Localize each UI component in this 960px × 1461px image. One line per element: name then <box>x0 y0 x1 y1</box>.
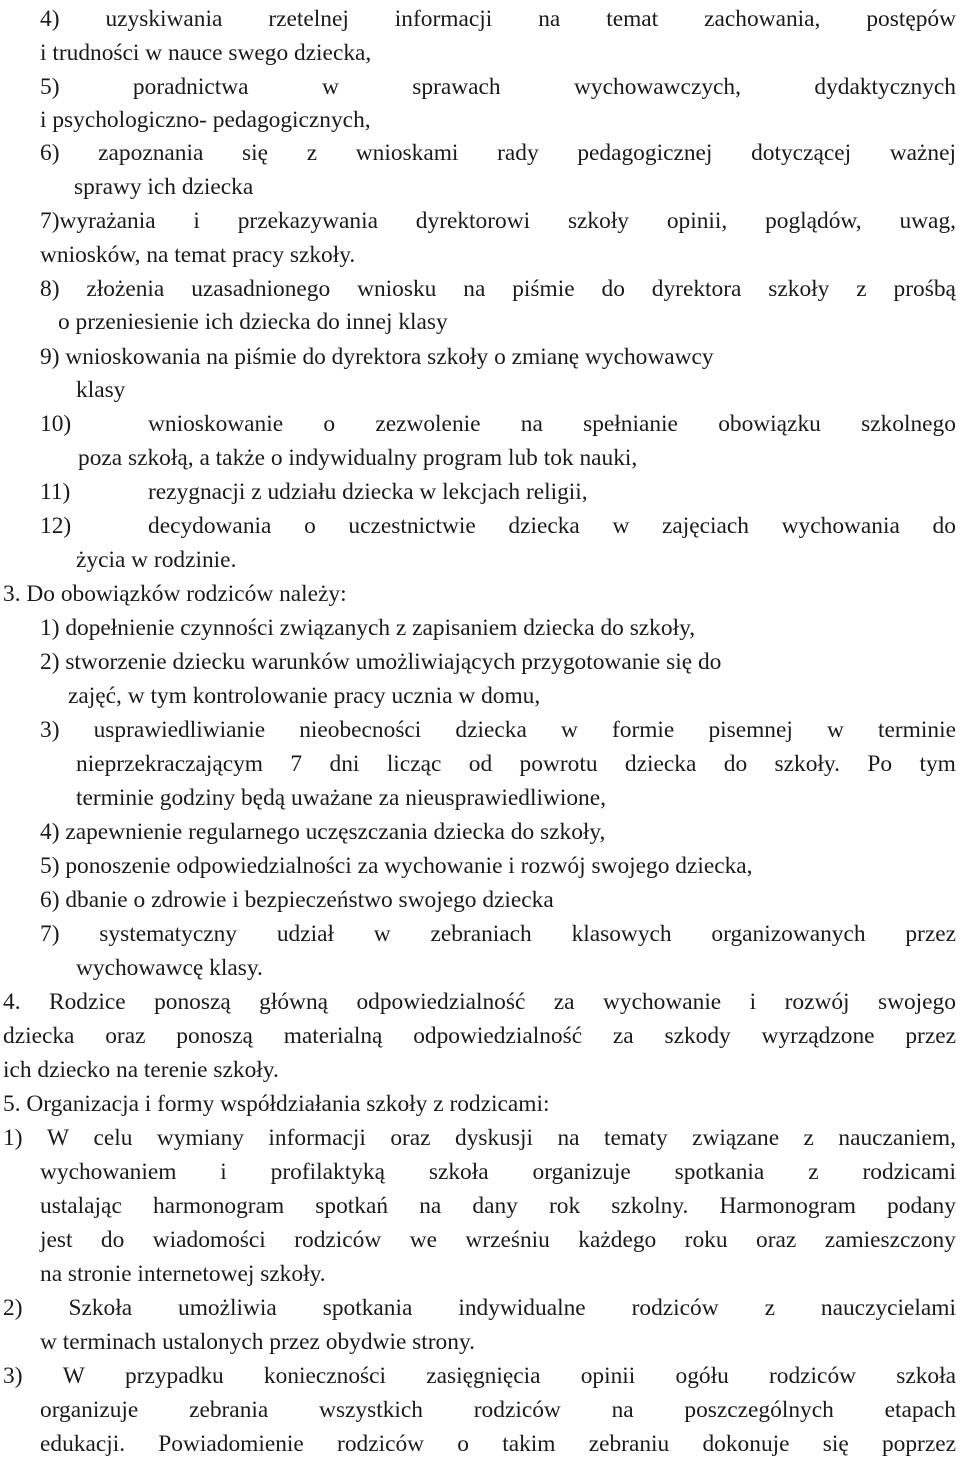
word: na <box>557 1125 580 1151</box>
word: wychowanie <box>602 989 722 1015</box>
word: zebraniach <box>430 921 532 947</box>
section-3-item-1: 1) dopełnienie czynności związanych z zapisaniem dziecka do szkoły, <box>40 615 696 641</box>
word: Harmonogram <box>719 1193 856 1219</box>
section-3-item-7 <box>40 917 956 951</box>
word: odpowiedzialność <box>356 989 526 1015</box>
list-item-10-number: 10) <box>40 411 72 437</box>
word: 3) <box>40 717 60 743</box>
word: decydowania <box>148 513 272 539</box>
word: dziecka <box>3 1023 75 1049</box>
word: szkoły <box>768 276 830 302</box>
section-5-item-1-cont-3 <box>40 1223 956 1257</box>
word: wszystkich <box>319 1397 423 1423</box>
word: zasięgnięcia <box>426 1363 541 1389</box>
word: ważnej <box>889 140 956 166</box>
word: szkoły. <box>774 751 840 777</box>
list-item-9-cont: klasy <box>76 377 126 403</box>
section-3-item-2-cont: zajęć, w tym kontrolowanie pracy ucznia w domu, <box>68 683 541 709</box>
section-3-item-3 <box>40 713 956 747</box>
list-item-11 <box>40 475 956 509</box>
section-5-item-1 <box>3 1121 956 1155</box>
section-3-item-5: 5) ponoszenie odpowiedzialności za wychowanie i rozwój swojego dziecka, <box>40 853 753 879</box>
word: związane <box>692 1125 780 1151</box>
word: Szkoła <box>68 1295 133 1321</box>
word: postępów <box>866 6 956 32</box>
word: opinii, <box>666 208 728 234</box>
word: dyrektora <box>651 276 742 302</box>
list-item-4-cont: i trudności w nauce swego dziecka, <box>40 40 372 66</box>
word: 3) <box>3 1363 23 1389</box>
word: informacji <box>268 1125 366 1151</box>
list-item-12-cont: życia w rodzinie. <box>76 547 237 573</box>
word: tematy <box>603 1125 668 1151</box>
word: rodziców <box>294 1227 382 1253</box>
word: na <box>538 6 561 32</box>
section-3-item-2: 2) stworzenie dziecku warunków umożliwiających przygotowanie się do <box>40 649 722 675</box>
word: 4. <box>3 989 21 1015</box>
word: szkoła <box>896 1363 956 1389</box>
word: nauczaniem, <box>838 1125 956 1151</box>
word: się <box>822 1431 849 1457</box>
word: dni <box>329 751 360 777</box>
word: wychowania <box>781 513 900 539</box>
word: wymiany <box>156 1125 244 1151</box>
word: dyskusji <box>455 1125 533 1151</box>
word: rozwój <box>784 989 850 1015</box>
list-item-9: 9) wnioskowania na piśmie do dyrektora szkoły o zmianę wychowawcy <box>40 344 714 370</box>
word: i <box>749 989 757 1015</box>
word: W <box>46 1125 70 1151</box>
word: w <box>321 74 339 100</box>
word: 4) <box>40 6 60 32</box>
word: szkolnego <box>861 411 956 437</box>
word: wrześniu <box>465 1227 550 1253</box>
section-5-item-2-cont: w terminach ustalonych przez obydwie strony. <box>40 1329 475 1355</box>
word: nieobecności <box>299 717 422 743</box>
section-5-item-3-cont-1 <box>40 1393 956 1427</box>
word: ustalając <box>40 1193 122 1219</box>
word: podany <box>887 1193 956 1219</box>
word: zebrania <box>189 1397 269 1423</box>
section-5-item-2 <box>3 1291 956 1325</box>
list-item-12 <box>40 509 956 543</box>
word: terminie <box>878 717 956 743</box>
word: takim <box>502 1431 556 1457</box>
word: ogółu <box>675 1363 729 1389</box>
word: spotkań <box>315 1193 389 1219</box>
word: obowiązku <box>718 411 821 437</box>
word: 7) <box>40 921 60 947</box>
word: przypadku <box>124 1363 224 1389</box>
word: przez <box>905 921 956 947</box>
word: za <box>553 989 575 1015</box>
word: dany <box>472 1193 518 1219</box>
word: poglądów, <box>765 208 862 234</box>
word: edukacji. <box>40 1431 126 1457</box>
word: rady <box>497 140 539 166</box>
word: uczestnictwie <box>348 513 476 539</box>
word: opinii <box>580 1363 636 1389</box>
word: zamieszczony <box>824 1227 956 1253</box>
word: wiadomości <box>152 1227 266 1253</box>
word: wnioskami <box>355 140 459 166</box>
word: w <box>560 717 578 743</box>
list-item-4 <box>40 2 956 36</box>
word: 2) <box>3 1295 23 1321</box>
word: zachowania, <box>704 6 821 32</box>
word: w <box>612 513 630 539</box>
word: nieprzekraczającym <box>76 751 263 777</box>
section-4-line-1 <box>3 985 956 1019</box>
word: dyrektorowi <box>415 208 531 234</box>
word: rodziców <box>337 1431 425 1457</box>
word: 6) <box>40 140 60 166</box>
word: we <box>409 1227 437 1253</box>
word: konieczności <box>263 1363 387 1389</box>
word: spełnianie <box>583 411 678 437</box>
word: rodziców <box>769 1363 857 1389</box>
word: i <box>220 1159 227 1185</box>
word: uzasadnionego <box>191 276 331 302</box>
word: 1) <box>3 1125 23 1151</box>
word: dziecka <box>455 717 527 743</box>
word: w <box>827 717 844 743</box>
word: z <box>808 1159 819 1185</box>
word: oraz <box>105 1023 146 1049</box>
word: swojego <box>877 989 956 1015</box>
word: nauczycielami <box>820 1295 956 1321</box>
word: do <box>100 1227 125 1253</box>
section-4-line-3: ich dziecko na terenie szkoły. <box>3 1057 279 1083</box>
word: 5) <box>40 74 60 100</box>
section-3-heading: 3. Do obowiązków rodziców należy: <box>3 581 347 607</box>
list-item-6-cont: sprawy ich dziecka <box>74 174 254 200</box>
word: informacji <box>394 6 493 32</box>
word: przez <box>905 1023 956 1049</box>
word: główną <box>259 989 329 1015</box>
word: ponoszą <box>154 989 231 1015</box>
word: prośbą <box>893 276 956 302</box>
word: zajęciach <box>662 513 749 539</box>
list-item-10 <box>40 407 956 441</box>
word: dziecka <box>508 513 580 539</box>
word: systematyczny <box>99 921 238 947</box>
word: Rodzice <box>48 989 126 1015</box>
word: do <box>723 751 748 777</box>
word: licząc <box>386 751 442 777</box>
word: się <box>242 140 269 166</box>
word: od <box>468 751 493 777</box>
word: rodzicami <box>862 1159 956 1185</box>
section-3-item-4: 4) zapewnienie regularnego uczęszczania dziecka do szkoły, <box>40 819 606 845</box>
word: na <box>520 411 543 437</box>
word: rodziców <box>631 1295 719 1321</box>
word: wniosku <box>357 276 437 302</box>
word: tym <box>919 751 956 777</box>
word: indywidualne <box>458 1295 586 1321</box>
word: z <box>803 1125 814 1151</box>
word: na <box>611 1397 634 1423</box>
word: oraz <box>390 1125 431 1151</box>
word: do <box>601 276 625 302</box>
word: rok <box>548 1193 581 1219</box>
word: powrotu <box>519 751 598 777</box>
word: dydaktycznych <box>814 74 956 100</box>
section-5-heading: 5. Organizacja i formy współdziałania szkoły z rodzicami: <box>3 1091 550 1117</box>
word: harmonogram <box>152 1193 285 1219</box>
word: z <box>306 140 318 166</box>
word: pedagogicznej <box>577 140 713 166</box>
word: materialną <box>283 1023 383 1049</box>
section-4-line-2 <box>3 1019 956 1053</box>
word: zezwolenie <box>375 411 481 437</box>
word: złożenia <box>86 276 165 302</box>
list-item-7-cont: wniosków, na temat pracy szkoły. <box>40 242 356 268</box>
section-3-item-3-cont-1 <box>76 747 956 781</box>
section-3-item-3-cont-2: terminie godziny będą uważane za nieusprawiedliwione, <box>76 785 606 811</box>
section-3-item-7-cont: wychowawcę klasy. <box>76 955 263 981</box>
word: pisemnej <box>708 717 793 743</box>
word: spotkania <box>674 1159 765 1185</box>
word: udział <box>276 921 334 947</box>
word: uzyskiwania <box>105 6 223 32</box>
word: celu <box>93 1125 133 1151</box>
word: wnioskowanie <box>148 411 284 437</box>
word: za <box>612 1023 634 1049</box>
word: wychowawczych, <box>574 74 741 100</box>
section-5-item-3-cont-2 <box>40 1427 956 1461</box>
list-item-12-text <box>148 509 956 543</box>
word: ponoszą <box>176 1023 253 1049</box>
section-5-item-1-cont-1 <box>40 1155 956 1189</box>
word: profilaktyką <box>270 1159 385 1185</box>
word: wychowaniem <box>40 1159 177 1185</box>
word: zapoznania <box>98 140 204 166</box>
word: o <box>457 1431 469 1457</box>
list-item-12-number: 12) <box>40 513 72 539</box>
word: zebraniu <box>588 1431 670 1457</box>
list-item-10-text <box>148 407 956 441</box>
word: 8) <box>40 276 60 302</box>
word: o <box>323 411 336 437</box>
word: w <box>373 921 391 947</box>
word: i <box>193 208 200 234</box>
word: piśmie <box>512 276 575 302</box>
word: etapach <box>884 1397 956 1423</box>
word: 7 <box>290 751 303 777</box>
word: o <box>304 513 316 539</box>
word: spotkania <box>322 1295 413 1321</box>
list-item-11-text: rezygnacji z udziału dziecka w lekcjach religii, <box>148 479 588 505</box>
word: sprawach <box>412 74 501 100</box>
word: rodziców <box>473 1397 561 1423</box>
word: szkoły <box>567 208 630 234</box>
word: Po <box>867 751 893 777</box>
word: uwag, <box>899 208 956 234</box>
word: temat <box>606 6 659 32</box>
word: szkolny. <box>611 1193 689 1219</box>
word: Powiadomienie <box>158 1431 304 1457</box>
section-5-item-3 <box>3 1359 956 1393</box>
word: z <box>856 276 867 302</box>
word: na <box>463 276 486 302</box>
list-item-11-number: 11) <box>40 479 71 505</box>
word: do <box>932 513 956 539</box>
word: szkoła <box>428 1159 489 1185</box>
list-item-5 <box>40 70 956 104</box>
word: 7)wyrażania <box>40 208 156 234</box>
section-5-item-1-cont-2 <box>40 1189 956 1223</box>
word: szkody <box>664 1023 731 1049</box>
word: przekazywania <box>237 208 378 234</box>
word: poszczególnych <box>684 1397 834 1423</box>
word: dokonuje <box>702 1431 790 1457</box>
word: dotyczącej <box>751 140 852 166</box>
word: odpowiedzialność <box>413 1023 583 1049</box>
word: umożliwia <box>178 1295 277 1321</box>
word: oraz <box>756 1227 797 1253</box>
word: organizuje <box>532 1159 631 1185</box>
word: poprzez <box>881 1431 956 1457</box>
word: wyrządzone <box>761 1023 875 1049</box>
list-item-6 <box>40 136 956 170</box>
list-item-8-cont: o przeniesienie ich dziecka do innej klasy <box>58 309 448 335</box>
list-item-7 <box>40 204 956 238</box>
word: organizuje <box>40 1397 139 1423</box>
section-5-item-1-cont-4: na stronie internetowej szkoły. <box>40 1261 326 1287</box>
word: usprawiedliwianie <box>93 717 266 743</box>
word: na <box>419 1193 442 1219</box>
word: formie <box>611 717 675 743</box>
word: z <box>764 1295 775 1321</box>
word: rzetelnej <box>268 6 349 32</box>
word: roku <box>684 1227 728 1253</box>
word: klasowych <box>571 921 672 947</box>
section-3-item-6: 6) dbanie o zdrowie i bezpieczeństwo swojego dziecka <box>40 887 554 913</box>
word: jest <box>40 1227 73 1253</box>
list-item-8 <box>40 272 956 306</box>
list-item-5-cont: i psychologiczno- pedagogicznych, <box>40 107 371 133</box>
word: organizowanych <box>711 921 866 947</box>
word: poradnictwa <box>132 74 249 100</box>
word: dziecka <box>624 751 697 777</box>
word: W <box>62 1363 85 1389</box>
list-item-10-cont: poza szkołą, a także o indywidualny program lub tok nauki, <box>78 445 638 471</box>
word: każdego <box>578 1227 657 1253</box>
